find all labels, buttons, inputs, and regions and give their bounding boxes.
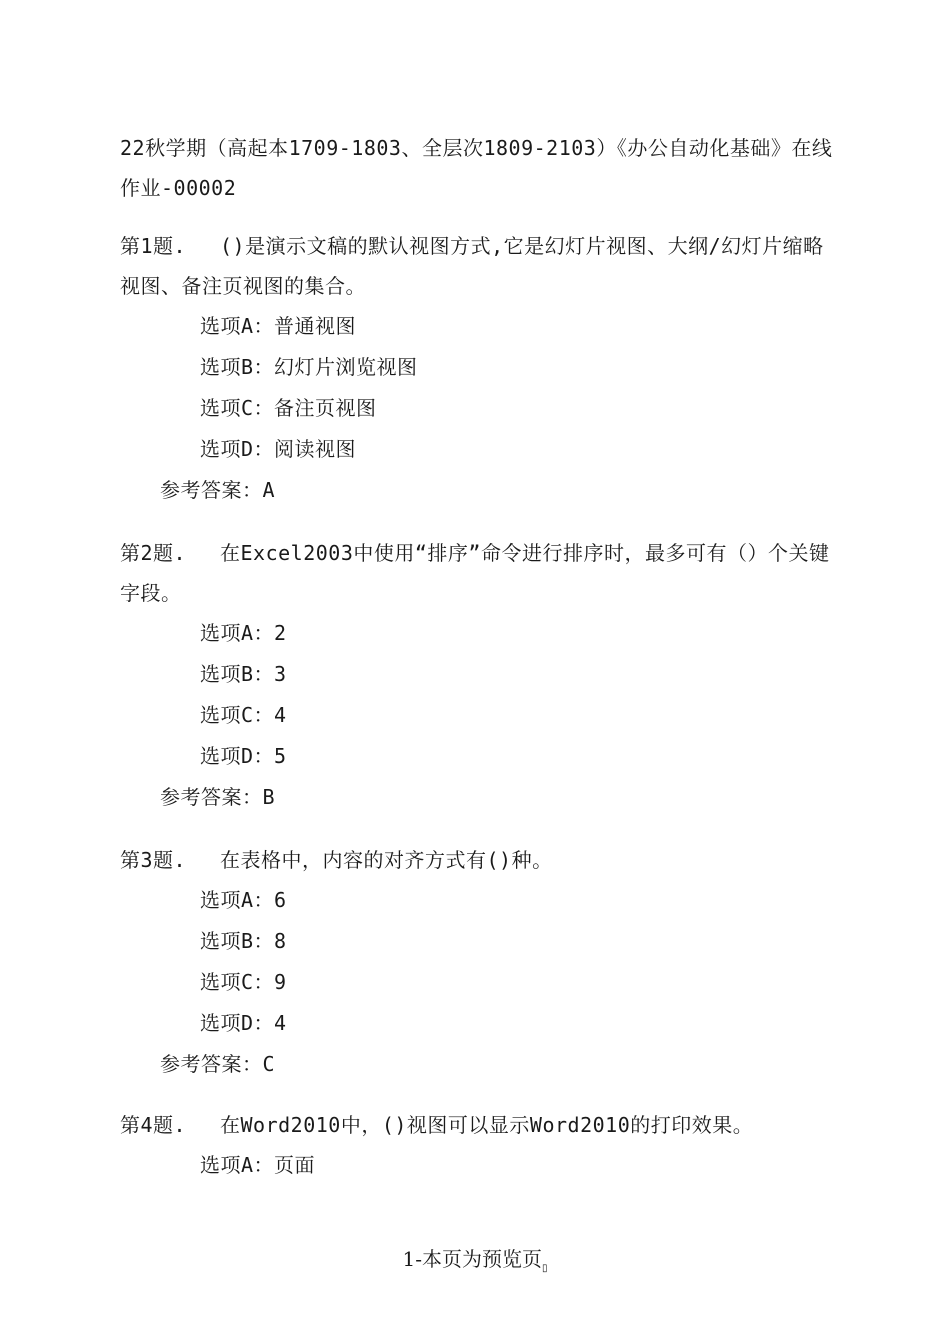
option-b: 选项B：3 xyxy=(200,662,287,686)
question-4 xyxy=(120,1105,840,1186)
question-stem xyxy=(120,1105,840,1145)
option-a: 选项A：普通视图 xyxy=(200,314,357,338)
question-text: 在Word2010中，()视图可以显示Word2010的打印效果。 xyxy=(220,1113,754,1137)
question-stem xyxy=(120,533,840,613)
question-3 xyxy=(120,840,840,1085)
option-c: 选项C：9 xyxy=(200,970,287,994)
reference-answer: 参考答案：A xyxy=(160,478,276,502)
question-text: ()是演示文稿的默认视图方式,它是幻灯片视图、大纲/幻灯片缩略视图、备注页视图的集合。 xyxy=(120,234,824,298)
question-number: 第1题. xyxy=(120,234,187,258)
question-number: 第3题. xyxy=(120,848,187,872)
option-b: 选项B：幻灯片浏览视图 xyxy=(200,355,418,379)
question-stem xyxy=(120,226,840,306)
option-d: 选项D：阅读视图 xyxy=(200,437,357,461)
placeholder-glyph-icon: ▯ xyxy=(541,1263,548,1274)
question-stem xyxy=(120,840,840,880)
option-a: 选项A：6 xyxy=(200,888,287,912)
question-1 xyxy=(120,226,840,511)
question-text: 在表格中，内容的对齐方式有()种。 xyxy=(220,848,553,872)
question-number: 第4题. xyxy=(120,1113,187,1137)
page-footer xyxy=(0,1243,950,1274)
option-b: 选项B：8 xyxy=(200,929,287,953)
option-c: 选项C：备注页视图 xyxy=(200,396,377,420)
document-title: 22秋学期（高起本1709-1803、全层次1809-2103）《办公自动化基础》在线作业-00002 xyxy=(120,136,833,200)
question-number: 第2题. xyxy=(120,541,187,565)
option-a: 选项A：2 xyxy=(200,621,287,645)
reference-answer: 参考答案：C xyxy=(160,1052,276,1076)
question-text: 在Excel2003中使用“排序”命令进行排序时，最多可有（）个关键字段。 xyxy=(120,541,830,605)
option-d: 选项D：5 xyxy=(200,744,287,768)
question-2 xyxy=(120,533,840,818)
option-d: 选项D：4 xyxy=(200,1011,287,1035)
reference-answer: 参考答案：B xyxy=(160,785,276,809)
option-c: 选项C：4 xyxy=(200,703,287,727)
preview-notice: 1-本页为预览页 xyxy=(402,1247,542,1271)
option-a: 选项A：页面 xyxy=(200,1153,316,1177)
